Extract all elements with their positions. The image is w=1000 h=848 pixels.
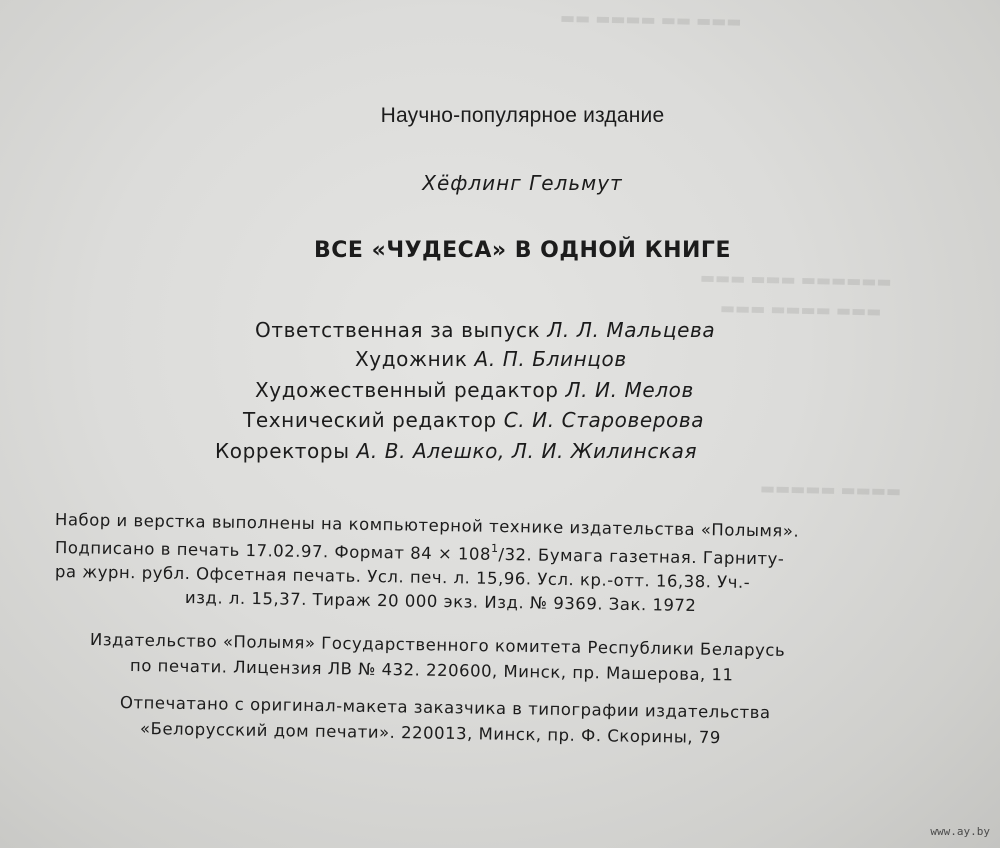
- show-through-texture: ▬▬▬▬▬▬ ▬▬▬ ▬▬▬: [699, 267, 892, 292]
- credit-name: Л. Л. Мальцева: [547, 318, 716, 342]
- printer-line: «Белорусский дом печати». 220013, Минск, пр. Ф. Скорины, 79: [139, 719, 722, 748]
- credit-role: Художник: [355, 347, 468, 371]
- book-author: Хёфлинг Гельмут: [422, 171, 623, 195]
- credit-line: [255, 318, 715, 342]
- credit-name: А. В. Алешко, Л. И. Жилинская: [356, 439, 698, 463]
- credit-line: [255, 378, 694, 402]
- credit-line: [243, 408, 704, 432]
- print-details-line: ра журн. рубл. Офсетная печать. Усл. печ. л. 15,96. Усл. кр.-отт. 16,38. Уч.-: [54, 562, 751, 592]
- format-text-cont: /32. Бумага газетная. Гарниту-: [498, 544, 785, 569]
- printer-line: Отпечатано с оригинал-макета заказчика в типографии издательства: [119, 693, 771, 723]
- credit-line: [355, 347, 627, 371]
- book-title: ВСЕ «ЧУДЕСА» В ОДНОЙ КНИГЕ: [314, 238, 731, 263]
- show-through-texture: ▬▬▬ ▬▬ ▬▬▬▬ ▬▬: [559, 8, 742, 31]
- credit-name: С. И. Староверова: [503, 408, 705, 432]
- publisher-line: по печати. Лицензия ЛВ № 432. 220600, Минск, пр. Машерова, 11: [129, 656, 734, 685]
- edition-type: Научно-популярное издание: [380, 104, 665, 127]
- credit-role: Ответственная за выпуск: [255, 318, 541, 342]
- show-through-texture: ▬▬▬▬ ▬▬▬▬▬: [759, 478, 902, 501]
- format-superscript: 1: [490, 541, 499, 555]
- publisher-line: Издательство «Полымя» Государственного комитета Республики Беларусь: [89, 630, 786, 660]
- credit-line: [215, 439, 697, 463]
- print-details-line: Набор и верстка выполнены на компьютерной технике издательства «Полымя».: [54, 510, 800, 541]
- print-details-line: изд. л. 15,37. Тираж 20 000 экз. Изд. № 9369. Зак. 1972: [184, 588, 697, 616]
- site-watermark: www.ay.by: [930, 825, 990, 838]
- credit-name: А. П. Блинцов: [474, 347, 627, 371]
- credit-name: Л. И. Мелов: [565, 378, 694, 402]
- show-through-texture: ▬▬▬ ▬▬▬▬ ▬▬▬: [719, 298, 882, 321]
- credit-role: Корректоры: [215, 439, 350, 463]
- credit-role: Художественный редактор: [255, 378, 559, 402]
- format-text: Подписано в печать 17.02.97. Формат 84 × 108: [54, 538, 492, 564]
- credit-role: Технический редактор: [243, 408, 497, 432]
